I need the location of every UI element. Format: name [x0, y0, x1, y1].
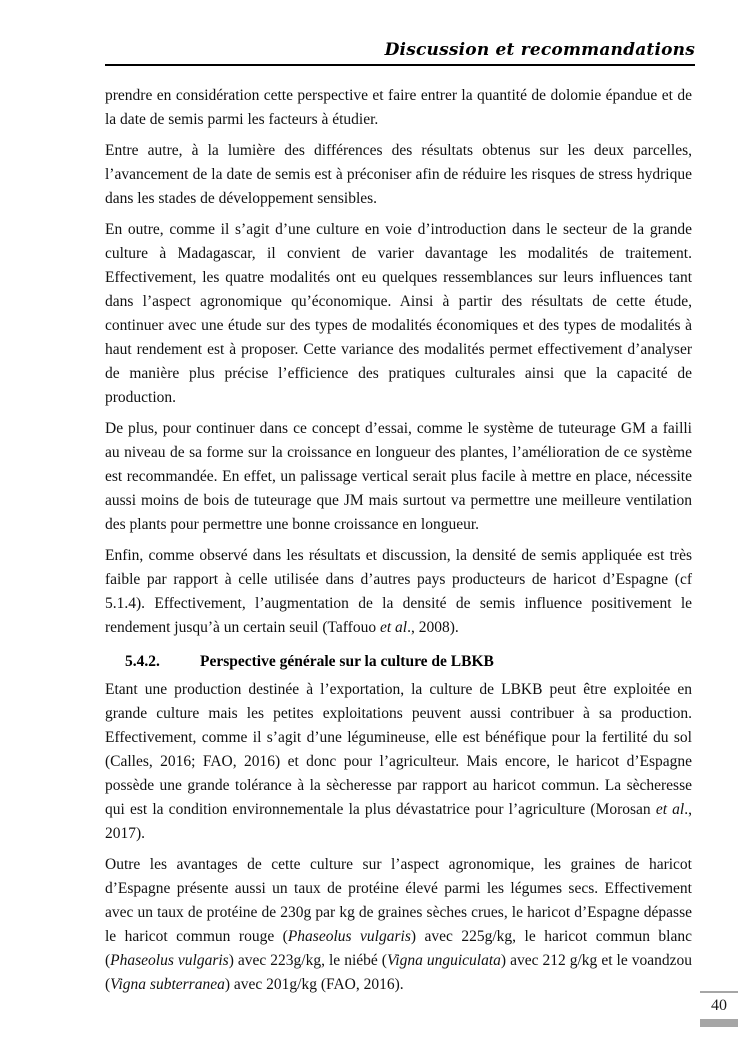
paragraph: Outre les avantages de cette culture sur l’aspect agronomique, les graines de haricot d’Espagne présente aussi un taux de protéine élevé parmi les légumes secs. Effectivement avec un taux de protéine de 230g par kg de graines sèches crues, le haricot d’Espagne dépasse le haricot commun rouge (Phaseolus vulgaris) avec 225g/kg, le haricot commun blanc (Phaseolus vulgaris) avec 223g/kg, le niébé (Vigna unguiculata) avec 212 g/kg et le voandzou (Vigna subterranea) avec 201g/kg (FAO, 2016).	[105, 856, 692, 993]
page-footer	[700, 991, 738, 1027]
section-heading	[125, 650, 692, 674]
paragraph: En outre, comme il s’agit d’une culture en voie d’introduction dans le secteur de la grande culture à Madagascar, il convient de varier davantage les modalités de traitement. Effectivement, les quatre modalités ont eu quelques ressemblances sur leurs influences tant dans l’aspect agronomique qu’économique. Ainsi à partir des résultats de cette étude, continuer avec une étude sur des types de modalités économiques et des types de modalités à haut rendement est à proposer. Cette variance des modalités permet effectivement d’analyser de manière plus précise l’efficience des pratiques culturales ainsi que la capacité de production.	[105, 221, 692, 406]
header-rule	[105, 64, 695, 66]
footer-bar	[700, 1019, 738, 1027]
running-header	[105, 40, 695, 66]
page-number: 40	[711, 997, 727, 1014]
paragraph: Entre autre, à la lumière des différences des résultats obtenus sur les deux parcelles, l’avancement de la date de semis est à préconiser afin de réduire les risques de stress hydrique dans les stades de développement sensibles.	[105, 142, 692, 207]
running-header-title: Discussion et recommandations	[384, 40, 695, 60]
section-heading-title: Perspective générale sur la culture de LBKB	[200, 653, 494, 670]
paragraph: Enfin, comme observé dans les résultats et discussion, la densité de semis appliquée est très faible par rapport à celle utilisée dans d’autres pays producteurs de haricot d’Espagne (cf 5.1.4). Effectivement, l’augmentation de la densité de semis influence positivement le rendement jusqu’à un certain seuil (Taffouo et al., 2008).	[105, 547, 692, 636]
paragraph: prendre en considération cette perspective et faire entrer la quantité de dolomie épandue et de la date de semis parmi les facteurs à étudier.	[105, 87, 692, 128]
document-body	[105, 84, 692, 1004]
section-heading-number: 5.4.2.	[125, 653, 160, 670]
paragraph: Etant une production destinée à l’exportation, la culture de LBKB peut être exploitée en grande culture mais les petites exploitations peuvent aussi contribuer à sa production. Effectivement, comme il s’agit d’une légumineuse, elle est bénéfique pour la fertilité du sol (Calles, 2016; FAO, 2016) et donc pour l’agriculteur. Mais encore, le haricot d’Espagne possède une grande tolérance à la sècheresse par rapport au haricot commun. La sècheresse qui est la condition environnementale la plus dévastatrice pour l’agriculture (Morosan et al., 2017).	[105, 681, 692, 842]
paragraph: De plus, pour continuer dans ce concept d’essai, comme le système de tuteurage GM a failli au niveau de sa forme sur la croissance en longueur des plantes, l’amélioration de ce système est recommandée. En effet, un palissage vertical serait plus facile à mettre en place, nécessite aussi moins de bois de tuteurage que JM mais surtout va permettre une meilleure ventilation des plants pour permettre une bonne croissance en longueur.	[105, 420, 692, 533]
